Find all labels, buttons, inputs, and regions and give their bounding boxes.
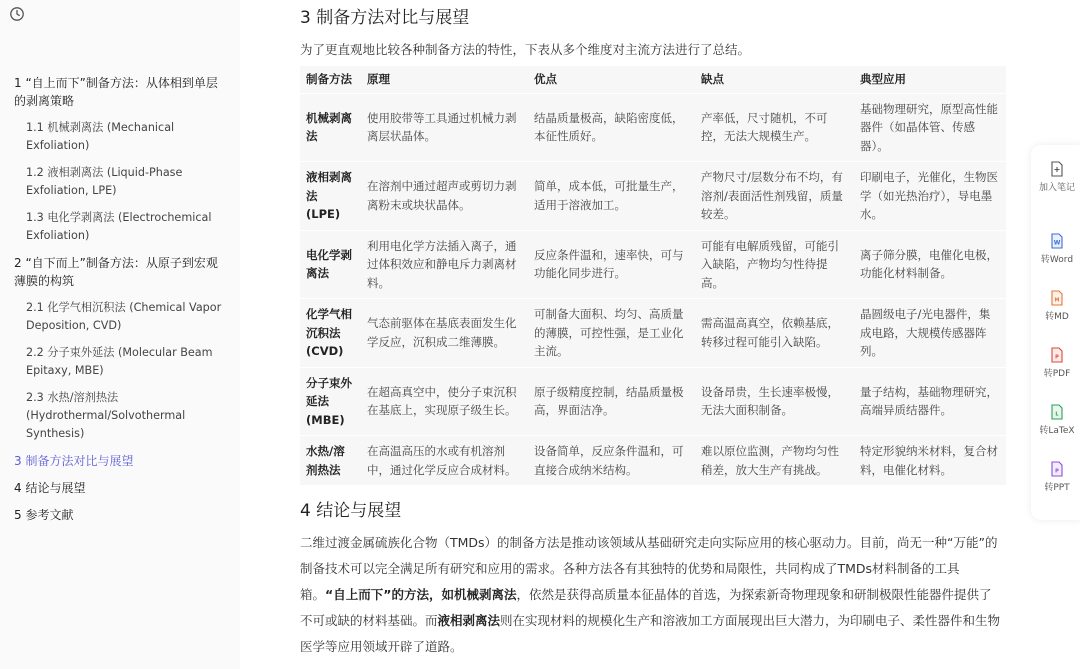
table-cell: 难以原位监测，产物均匀性稍差，放大生产有挑战。 [701,444,839,477]
export-latex-label: 转LaTeX [1039,426,1075,436]
svg-text:M: M [1054,297,1060,304]
export-panel [1031,145,1080,520]
table-cell: 设备简单，反应条件温和，可直接合成纳米结构。 [534,444,684,477]
toc-item-section-2-2[interactable]: 2.2 分子束外延法 (Molecular Beam Epitaxy, MBE) [26,346,213,377]
svg-text:P: P [1055,468,1059,475]
toc-item-section-5[interactable]: 5 参考文献 [14,508,74,522]
paragraph-bold-text: “自上而下”的方法，如机械剥离法 [325,587,517,602]
table-cell-method: 化学气相沉积法 (CVD) [306,307,352,358]
table-cell-method: 水热/溶剂热法 [306,444,345,477]
table-row [300,230,1006,299]
sidebar [0,0,240,669]
table-cell: 使用胶带等工具通过机械力剥离层状晶体。 [367,110,517,144]
table-cell-method: 液相剥离法 (LPE) [306,170,352,221]
table-cell-method: 电化学剥离法 [306,247,352,281]
table-cell: 利用电化学方法插入离子，通过体积效应和静电斥力剥离材料。 [367,238,517,290]
document-content [300,0,1008,660]
section-3-heading: 3 制备方法对比与展望 [300,8,470,28]
export-word-button[interactable] [1031,233,1080,265]
svg-text:W: W [1053,239,1061,247]
table-cell: 在高温高压的水或有机溶剂中，通过化学反应合成材料。 [367,444,517,477]
table-row [300,436,1006,486]
add-note-button[interactable] [1031,161,1080,193]
table-cell: 可能有电解质残留，可能引入缺陷，产物均匀性待提高。 [701,238,839,290]
table-cell: 产物尺寸/层数分布不均，有溶剂/表面活性剂残留，质量较差。 [701,170,843,221]
table-cell: 特定形貌纳米材料，复合材料，电催化材料。 [860,444,998,477]
pdf-icon [1050,347,1064,363]
table-cell: 印刷电子，光催化，生物医学（如光热治疗），导电墨水。 [860,170,998,221]
table-cell: 在溶剂中通过超声或剪切力剥离粉末或块状晶体。 [367,179,517,212]
note-add-icon [1050,161,1064,177]
section-4-heading: 4 结论与展望 [300,501,402,521]
section-3-intro: 为了更直观地比较各种制备方法的特性，下表从多个维度对主流方法进行了总结。 [300,42,751,57]
toc-item-section-1-2[interactable]: 1.2 液相剥离法 (Liquid-Phase Exfoliation, LPE) [26,166,183,197]
table-cell-method: 机械剥离法 [306,110,352,144]
paragraph-bold-text: 液相剥离法 [437,613,501,628]
table-cell: 量子结构，基础物理研究，高端异质结器件。 [860,384,998,418]
add-note-label: 加入笔记 [1038,183,1075,193]
export-ppt-label: 转PPT [1044,483,1070,493]
table-cell: 反应条件温和，速率快，可与功能化同步进行。 [534,247,684,281]
paragraph-text: 二维过渡金属硫族化合物（TMDs）的制备方法是推动该领域从基础研究走向实际应用的核心驱动力。目前，尚无一种“万能”的制备技术可以完全满足所有研究和应用的需求。各种方法各有其独特的优势和局限性，共同构成了TMDs材料制备的工具箱。 [300,535,998,602]
table-cell-method: 分子束外延法 (MBE) [306,375,352,427]
table-row [300,162,1006,231]
export-word-label: 转Word [1040,255,1074,265]
paragraph-text: 则在实现材料的规模化生产和溶液加工方面展现出巨大潜力，为印刷电子、柔性器件和生物医学等应用领域开辟了道路。 [300,613,1001,654]
table-of-contents [14,74,228,533]
history-icon[interactable] [7,4,27,24]
table-header-cell: 原理 [361,66,528,93]
table-header-cell: 典型应用 [854,66,1006,93]
toc-item-section-2[interactable]: 2 “自下而上”制备方法：从原子到宏观薄膜的构筑 [14,256,218,288]
table-cell: 简单，成本低，可批量生产，适用于溶液加工。 [534,179,684,212]
export-pdf-button[interactable] [1031,347,1080,379]
table-cell: 基础物理研究，原型高性能器件（如晶体管、传感器）。 [860,101,998,153]
export-md-label: 转MD [1045,312,1069,322]
toc-item-section-3[interactable]: 3 制备方法对比与展望 [14,454,134,468]
toc-item-section-1-3[interactable]: 1.3 电化学剥离法 (Electrochemical Exfoliation) [26,211,212,242]
latex-icon [1050,404,1064,420]
section-4-paragraph [300,530,1002,660]
export-latex-button[interactable] [1031,404,1080,436]
table-cell: 结晶质量极高，缺陷密度低，本征性质好。 [534,110,684,144]
svg-text:L: L [1055,411,1059,418]
export-ppt-button[interactable] [1031,461,1080,493]
toc-item-section-2-1[interactable]: 2.1 化学气相沉积法 (Chemical Vapor Deposition, CVD) [26,301,222,332]
table-cell: 设备昂贵，生长速率极慢，无法大面积制备。 [701,384,839,418]
table-header-row [300,66,1006,93]
markdown-icon [1050,290,1064,306]
export-md-button[interactable] [1031,290,1080,322]
export-pdf-label: 转PDF [1043,369,1071,379]
table-row [300,367,1006,436]
toc-item-section-1[interactable]: 1 “自上而下”制备方法：从体相到单层的剥离策略 [14,76,218,108]
comparison-table [300,66,1006,485]
table-cell: 气态前驱体在基底表面发生化学反应，沉积成二维薄膜。 [367,316,517,349]
table-cell: 在超高真空中，使分子束沉积在基底上，实现原子级生长。 [367,384,517,418]
table-cell: 晶圆级电子/光电器件，集成电路，大规模传感器阵列。 [860,307,991,358]
toc-item-section-2-3[interactable]: 2.3 水热/溶剂热法 (Hydrothermal/Solvothermal Synthesis) [26,391,186,440]
svg-text:P: P [1055,354,1059,361]
table-cell: 原子级精度控制，结晶质量极高，界面洁净。 [534,384,684,418]
toc-item-section-1-1[interactable]: 1.1 机械剥离法 (Mechanical Exfoliation) [26,121,175,152]
toc-item-section-4[interactable]: 4 结论与展望 [14,481,86,495]
word-icon [1050,233,1064,249]
table-cell: 可制备大面积、均匀、高质量的薄膜，可控性强，是工业化主流。 [534,307,684,358]
table-header-cell: 优点 [528,66,695,93]
table-row [300,299,1006,368]
paragraph-text: ，依然是获得高质量本征晶体的首选，为探索新奇物理现象和研制极限性能器件提供了不可或缺的材料基础。而 [300,587,992,628]
table-cell: 需高温高真空，依赖基底，转移过程可能引入缺陷。 [701,316,839,349]
table-header-cell: 制备方法 [300,66,361,93]
table-row [300,93,1006,162]
table-cell: 离子筛分膜，电催化电极，功能化材料制备。 [860,247,998,281]
table-header-cell: 缺点 [695,66,854,93]
ppt-icon [1050,461,1064,477]
table-cell: 产率低，尺寸随机，不可控，无法大规模生产。 [701,110,828,144]
